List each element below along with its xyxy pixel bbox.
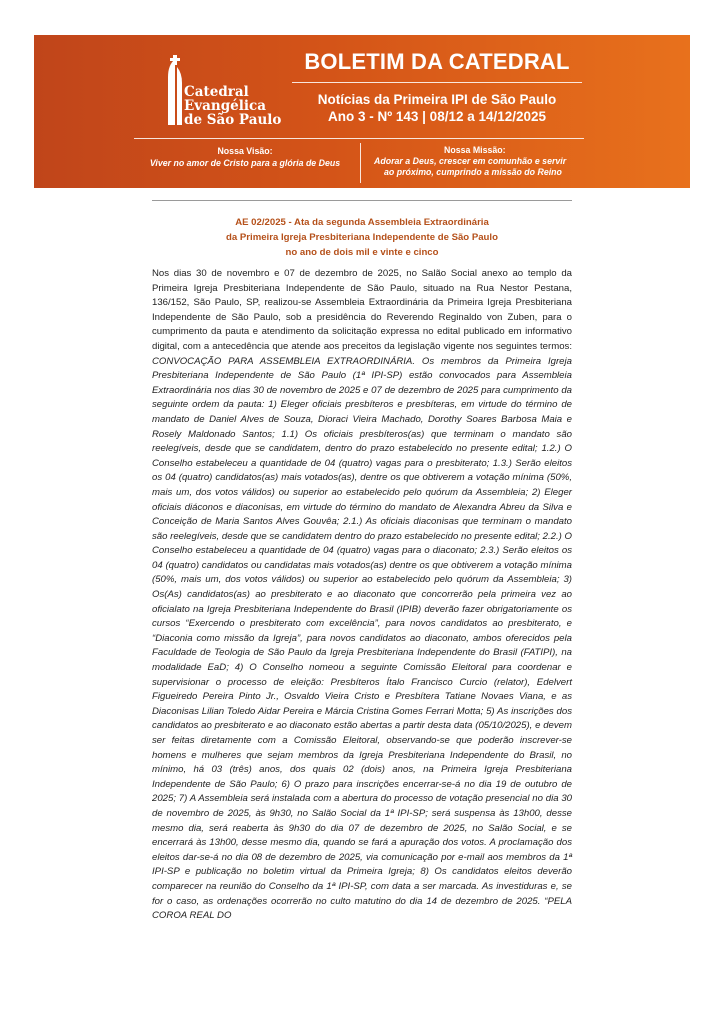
document-title-line-3: no ano de dois mil e vinte e cinco — [285, 247, 439, 258]
mission-text-line-1: Adorar a Deus, crescer em comunhão e servir — [374, 156, 567, 166]
logo-line-3: de São Paulo — [184, 112, 282, 128]
bulletin-subtitle — [292, 91, 582, 125]
page-divider — [152, 200, 572, 201]
bulletin-title: BOLETIM DA CATEDRAL — [304, 49, 570, 74]
banner-divider-vertical — [360, 143, 361, 183]
vision-statement — [134, 145, 356, 169]
logo-wordmark — [184, 85, 281, 127]
document-title — [152, 215, 572, 260]
body-intro: Nos dias 30 de novembro e 07 de dezembro de 2025, no Salão Social anexo ao templo da Primeira Igreja Presbiteriana Independente de São Paulo, situado na Rua Nestor Pestana, 136/152, São Paulo, SP, realizou-se Assembleia Extraordinária da Primeira Igreja Presbiteriana Independente de São Paulo, sob a presidência do Reverendo Reginaldo von Zuben, para o cumprimento da pauta e atendimento da solicitação expressa no edital publicado em informativo digital, com a antecedência que atende aos preceitos da legislação vigente nos seguintes termos: — [152, 268, 572, 352]
title-divider — [292, 82, 582, 83]
logo-line-2: Evangélica — [184, 98, 266, 114]
church-logo — [162, 55, 282, 128]
subtitle-line-1: Notícias da Primeira IPI de São Paulo — [317, 92, 557, 107]
header-banner — [34, 35, 690, 188]
vision-text: Viver no amor de Cristo para a glória de Deus — [149, 158, 341, 168]
mission-heading: Nossa Missão: — [444, 145, 506, 155]
mission-statement — [364, 145, 654, 178]
vision-heading: Nossa Visão: — [217, 146, 273, 156]
banner-top — [34, 35, 690, 138]
subtitle-line-2: Ano 3 - Nº 143 | 08/12 a 14/12/2025 — [327, 109, 547, 124]
mission-text-line-2: ao próximo, cumprindo a missão do Reino — [384, 167, 562, 177]
document-title-line-1: AE 02/2025 - Ata da segunda Assembleia Extraordinária — [235, 217, 489, 228]
logo-line-1: Catedral — [184, 84, 249, 100]
document-title-line-2: da Primeira Igreja Presbiteriana Independente de São Paulo — [226, 232, 498, 243]
body-edital: CONVOCAÇÃO PARA ASSEMBLEIA EXTRAORDINÁRIA. Os membros da Primeira Igreja Presbiteriana Independente de São Paulo (1ª IPI-SP) estão convocados para Assembleia Extraordinária nos dias 30 de novembro de 2025 e 07 de dezembro de 2025 para cumprimento da seguinte ordem da pauta: 1) Eleger oficiais presbíteros e presbíteras, em virtude do término de mandato de Daniel Alves de Souza, Dioraci Vieira Machado, Dorothy Soares Barbosa Maia e Rosely Maldonado Santos; 1.1) Os oficiais presbíteros(as) que terminam o mandato são reelegíveis, desde que se candidatem, dentro do prazo estabelecido no presente edital; 1.2.) O Conselho estabeleceu a quantidade de 04 (quatro) vagas para o presbiterato; 1.3.) Serão eleitos os 04 (quatro) candidatos(as) mais votados(as), dentre os que obtiverem a votação mínima (50%, mais um, dos votos válidos) ou superior ao estabelecido pelo quórum da Assembleia; 2) Eleger oficiais diáconos e diaconisas, em virtude do término do mandato de Alexandra Abreu da Silva e Conceição de Maria Santos Alves Gouvêa; 2.1.) As oficiais diaconisas que terminam o mandato são reelegíveis, desde que se candidatem dentro do prazo estabelecido no presente edital; 2.2.) O Conselho estabeleceu a quantidade de 04 (quatro) vagas para o diaconato; 2.3.) Serão eleitos os 04 (quatro) candidatos ou candidatas mais votados(as) dentre os que obtiverem a votação mínima (50%, mais um, dos votos válidos) ou superior ao estabelecido pelo quórum da Assembleia; 3) Os(As) candidatos(as) ao presbiterato e ao diaconato que concorrerão pela primeira vez ao oficialato na Igreja Presbiteriana Independente do Brasil (IPIB) deverão fazer obrigatoriamente os cursos “Exercendo o presbiterato com excelência”, para novos candidatos ao presbiterato, e “Diaconia como missão da Igreja”, para novos candidatos ao diaconato, ambos oferecidos pela Faculdade de Teologia de São Paulo da Igreja Presbiteriana Independente do Brasil (FATIPI), na modalidade EaD; 4) O Conselho nomeou a seguinte Comissão Eleitoral para coordenar e supervisionar o processo de eleição: Presbíteros Ítalo Francisco Curcio (relator), Edelvert Figueiredo Pereira Pinto Jr., Osvaldo Vieira Cristo e Presbítera Tatiane Novaes Viana, e as Diaconisas Lilian Toledo Aidar Pereira e Márcia Cristina Gomes Ferrari Motta; 5) As inscrições dos candidatos ao presbiterato e ao diaconato estão abertas a partir desta data (05/10/2025), e devem ser feitas diretamente com a Comissão Eleitoral, observando-se que poderão inscrever-se homens e mulheres que sejam membros da Igreja Presbiteriana Independente do Brasil, no mínimo, há 03 (três) anos, dos quais 02 (dois) anos, na Primeira Igreja Presbiteriana Independente de São Paulo; 6) O prazo para inscrições encerrar-se-á no dia 19 de outubro de 2025; 7) A Assembleia será instalada com a abertura do processo de votação presencial no dia 30 de novembro de 2025, às 9h30, no Salão Social da 1ª IPI-SP; será suspensa às 13h00, desse mesmo dia, será reaberta às 9h30 do dia 07 de dezembro de 2025, no Salão Social, e se encerrará às 13h00, desse mesmo dia, quando se fará a apuração dos votos. A proclamação dos eleitos dar-se-á no dia 08 de dezembro de 2025, via comunicação por e-mail aos membros da 1ª IPI-SP e publicação no boletim virtual da Primeira Igreja; 8) Os candidatos eleitos deverão comparecer na reunião do Conselho da 1ª IPI-SP, com data a ser marcada. As investiduras e, se for o caso, as ordenações ocorrerão no culto matutino do dia 14 de dezembro de 2025. “PELA COROA REAL DO — [152, 355, 572, 922]
banner-divider-horizontal — [134, 138, 584, 139]
document-body — [152, 267, 572, 924]
